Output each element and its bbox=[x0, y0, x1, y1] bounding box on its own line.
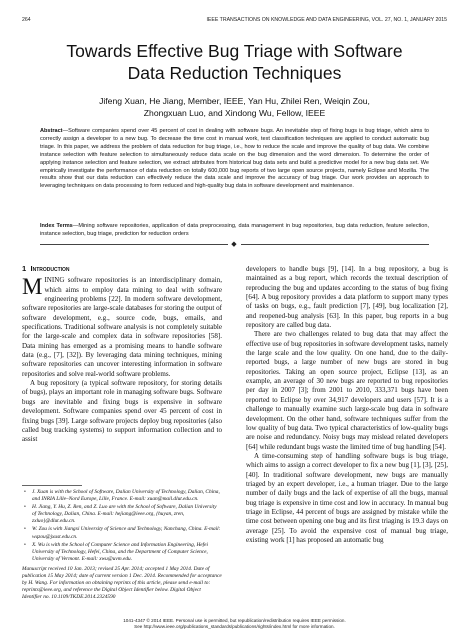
paper-title bbox=[30, 40, 439, 84]
drop-cap: M bbox=[22, 274, 43, 300]
title-line-2: Data Reduction Techniques bbox=[127, 63, 342, 83]
affiliation-list bbox=[22, 489, 222, 563]
running-header bbox=[22, 17, 447, 26]
affiliation-item: • X. Wu is with the School of Computer Science and Information Engineering, Hefei University of Technology, Hefei, China, and the Department of Computer Science, University of Vermont. E-mail: xwu@uvm.edu. bbox=[32, 542, 222, 563]
manuscript-info: Manuscript received 10 Jan. 2013; revised 25 Apr. 2014; accepted 1 May 2014. Date of publication 15 May 2014; date of current version 1 Dec. 2014. Recommended for acceptance by H. Wang. For information on obtaining reprints of this article, please send e-mail to: reprints@ieee.org, and reference the Digital Object Identifier below. Digital Object Identifier no. 10.1109/TKDE.2014.2324590 bbox=[22, 565, 222, 601]
journal-header: IEEE TRANSACTIONS ON KNOWLEDGE AND DATA ENGINEERING, VOL. 27, NO. 1, JANUARY 2015 bbox=[206, 17, 447, 23]
right-paragraph-2: There are two challenges related to bug data that may affect the effective use of bug repositories in software development tasks, namely the large scale and the low quality. On one hand, due to the daily-reported bugs, a large number of new bugs are stored in bug repositories. Taking an open source project, Eclipse [13], as an example, an average of 30 new bugs are reported to bug repositories per day in 2007 [3]; from 2001 to 2010, 333,371 bugs have been reported to Eclipse by over 34,917 developers and users [57]. It is a challenge to manually examine such large-scale bug data in software development. On the other hand, software techniques suffer from the low quality of bug data. Two typical characteristics of low-quality bugs are noise and redundancy. Noisy bugs may mislead related developers [64] while redundant bugs waste the limited time of bug handling [54]. bbox=[246, 330, 448, 451]
copyright-line-2: See http://www.ieee.org/publications_standards/publications/rights/index.html for more information. bbox=[134, 624, 335, 629]
intro-paragraph-1 bbox=[22, 276, 222, 379]
authors-line-1: Jifeng Xuan, He Jiang, Member, IEEE, Yan Hu, Zhilei Ren, Weiqin Zou, bbox=[99, 96, 370, 106]
affiliation-item: • J. Xuan is with the School of Software, Dalian University of Technology, Dalian, China, and INRIA Lille–Nord Europe, Lille, France. E-mail: xuan@mail.dlut.edu.cn. bbox=[32, 489, 222, 503]
footnote-rule bbox=[22, 485, 82, 486]
intro-paragraph-2: A bug repository (a typical software repository, for storing details of bugs), plays an important role in managing software bugs. Software bugs are inevitable and fixing bugs is expensive in software development. Software companies spend over 45 percent of cost in fixing bugs [39]. Large software projects deploy bug repositories (also called bug tracking systems) to support information collection and to assist bbox=[22, 379, 222, 444]
section-heading bbox=[22, 264, 222, 273]
index-terms bbox=[40, 223, 429, 239]
index-terms-text: —Mining software repositories, application of data preprocessing, data management in bug repositories, bug data reduction, feature selection, instance selection, bug triage, prediction for reduction orders bbox=[40, 223, 430, 237]
affiliation-item: • W. Zou is with Jiangxi University of Science and Technology, Nanchang, China. E-mail: wqzou@jxust.edu.cn. bbox=[32, 526, 222, 540]
section-title: Introduction bbox=[30, 264, 70, 273]
authors-line-2: Zhongxuan Luo, and Xindong Wu, Fellow, IEEE bbox=[143, 108, 326, 118]
divider-right bbox=[241, 244, 429, 245]
copyright-notice bbox=[22, 618, 447, 630]
copyright-line-1: 1041-4347 © 2014 IEEE. Personal use is permitted, but republication/redistribution requires IEEE permission. bbox=[123, 618, 346, 623]
abstract bbox=[40, 128, 429, 191]
title-line-1: Towards Effective Bug Triage with Software bbox=[66, 41, 403, 61]
intro-paragraph-1-text: INING software repositories is an interdisciplinary domain, which aims to employ data mining to deal with software engineering problems [22]. In modern software development, software repositories are large-scale databases for storing the output of software development, e.g., source code, bugs, emails, and specifications. Traditional software analysis is not completely suitable for the large-scale and complex data in software repositories [58]. Data mining has emerged as a promising means to handle software data (e.g., [7], [32]). By leveraging data mining techniques, mining software repositories can uncover interesting information in software repositories and solve real-world software problems. bbox=[22, 276, 222, 378]
abstract-label: Abstract bbox=[40, 128, 63, 134]
footnotes bbox=[22, 485, 222, 601]
abstract-text: —Software companies spend over 45 percent of cost in dealing with software bugs. An inevitable step of fixing bugs is bug triage, which aims to correctly assign a developer to a new bug. To decrease the time cost in manual work, text classification techniques are applied to conduct automatic bug triage. In this paper, we address the problem of data reduction for bug triage, i.e., how to reduce the scale and improve the quality of bug data. We combine instance selection with feature selection to simultaneously reduce data scale on the bug dimension and the word dimension. To determine the order of applying instance selection and feature selection, we extract attributes from historical bug data sets and build a predictive model for a new bug data set. We empirically investigate the performance of data reduction on totally 600,000 bug reports of two large open source projects, namely Eclipse and Mozilla. The results show that our data reduction can effectively reduce the data scale and improve the accuracy of bug triage. Our work provides an approach to leveraging techniques on data processing to form reduced and high-quality bug data in software development and maintenance. bbox=[40, 128, 429, 190]
right-column bbox=[246, 265, 448, 545]
divider-left bbox=[40, 244, 228, 245]
right-paragraph-3: A time-consuming step of handling software bugs is bug triage, which aims to assign a correct developer to fix a new bug [1], [3], [25], [40]. In traditional software development, new bugs are manually triaged by an expert developer, i.e., a human triager. Due to the large number of daily bugs and the lack of expertise of all the bugs, manual bug triage is expensive in time cost and low in accuracy. In manual bug triage in Eclipse, 44 percent of bugs are assigned by mistake while the time cost between opening one bug and its first triaging is 19.3 days on average [25]. To avoid the expensive cost of manual bug triage, existing work [1] has proposed an automatic bug bbox=[246, 451, 448, 544]
affiliation-item: • H. Jiang, Y. Hu, Z. Ren, and Z. Luo are with the School of Software, Dalian University of Technology, Dalian, China. E-mail: hejiang@ieee.org, {huyan, zren, zxluo}@dlut.edu.cn. bbox=[32, 504, 222, 525]
page-number: 264 bbox=[22, 17, 31, 23]
index-terms-label: Index Terms bbox=[40, 223, 73, 229]
right-paragraph-1: developers to handle bugs [9], [14]. In a bug repository, a bug is maintained as a bug report, which records the textual description of reproducing the bug and updates according to the status of bug fixing [64]. A bug repository provides a data platform to support many types of tasks on bugs, e.g., fault prediction [7], [49], bug localization [2], and reopened-bug analysis [63]. In this paper, bug reports in a bug repository are called bug data. bbox=[246, 265, 448, 330]
section-number: 1 bbox=[22, 264, 27, 273]
left-column bbox=[22, 264, 222, 445]
divider-diamond-icon: ◆ bbox=[231, 240, 237, 248]
author-list bbox=[30, 95, 439, 119]
